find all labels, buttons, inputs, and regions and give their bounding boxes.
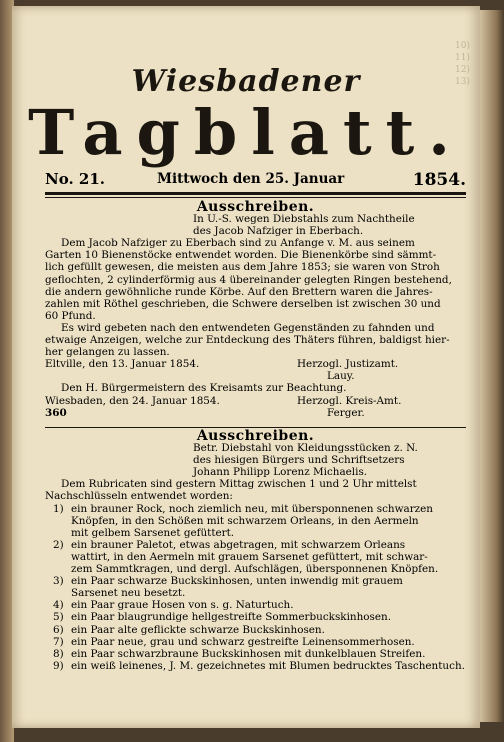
stolen-items-list [45,503,466,672]
list-item: 8) ein Paar schwarzbraune Buckskinhosen mit dunkelblauen Streifen. [53,647,426,660]
issue-date: Mittwoch den 25. Januar [157,171,345,187]
notice-number: 360 [45,406,67,419]
masthead-rule-thin [45,197,466,198]
issue-year: 1854. [412,170,466,190]
bleed-line: 12) [455,65,470,75]
list-item: 2) ein brauner Paletot, etwas abgetragen, mit schwarzem Orleans wattirt, in den Aermeln mit grauem Sarsenet gefüttert, mit schwar- zem Sammtkragen, und dergl. Aufschlägen, übersponnenen Knöpfen. [53,538,439,576]
notice-intro: Dem Rubricaten sind gestern Mittag zwischen 1 und 2 Uhr mittelst Nachschlüsseln entwendet worden: [45,478,417,503]
bleed-line: 11) [455,53,470,63]
notice-signature-2: 360 Ferger. [45,406,365,419]
notice-heading: Ausschreiben. [196,199,315,215]
list-item: 6) ein Paar alte geflickte schwarze Buckskinhosen. [53,623,325,636]
list-item: 3) ein Paar schwarze Buckskinhosen, unten inwendig mit grauem Sarsenet neu besetzt. [53,575,403,600]
notice-signature-row: Eltville, den 13. Januar 1854. Herzogl. Justizamt. [45,358,399,371]
masthead-title: Tagblatt. [28,96,464,169]
notice-body: Dem Jacob Nafziger zu Eberbach sind zu Anfange v. M. aus seinem Garten 10 Bienenstöcke entwendet worden. Die Bienenkörbe sind sämmt- lich gefüllt gewesen, die meisten aus dem Jahre 1853; sie waren von Stroh geflochten, 2 cylinderförmig aus 4 übereinander gelegten Ringen bestehend, die andern gewöhnliche runde Körbe. Auf den Brettern waren die Jahres- zahlen mit Röthel geschrieben, die Schwere derselben ist zwischen 30 und 60 Pfund. Es wird gebeten nach den entwendeten Gegenständen zu fahnden und etwaige Anzeigen, welche zur Entdeckung des Thäters führen, baldigst hier- her gelangen zu lassen. [45,237,452,359]
masthead-rule-thick [45,192,466,195]
notice-clothing-theft [45,430,466,672]
notice-forward: Den H. Bürgermeistern des Kreisamts zur Beachtung. [61,382,347,395]
list-item: 5) ein Paar blaugrundige hellgestreifte Sommerbuckskinhosen. [53,611,392,624]
notice-subject: In U.-S. wegen Diebstahls zum Nachtheile des Jacob Nafziger in Eberbach. [193,213,415,238]
bleed-line: 10) [455,41,470,51]
notice-signature-row-2: Wiesbaden, den 24. Januar 1854. Herzogl. Kreis-Amt. [45,394,402,407]
list-item: 1) ein brauner Rock, noch ziemlich neu, mit übersponnenen schwarzen Knöpfen, in den Schößen mit schwarzem Orleans, in den Aermeln mit gelbem Sarsenet gefüttert. [53,502,433,539]
list-item: 9) ein weiß leinenes, J. M. gezeichnetes mit Blumen bedrucktes Taschentuch. [53,659,465,672]
issue-number: No. 21. [45,170,105,188]
notice-heading: Ausschreiben. [196,428,315,444]
masthead-subtitle: Wiesbadener [131,64,361,99]
list-item: 4) ein Paar graue Hosen von s. g. Naturtuch. [53,599,294,612]
bleed-line: 13) [455,77,470,87]
dateline [45,170,466,192]
notice-signature: Lauy. [327,370,355,383]
list-item: 7) ein Paar neue, grau und schwarz gestreifte Leinensommerhosen. [53,635,415,648]
notice-subject: Betr. Diebstahl von Kleidungsstücken z. N. des hiesigen Bürgers und Schriftsetzers Johann Philipp Lorenz Michaelis. [193,442,418,479]
page-stack-edge [478,10,504,722]
notice-bee-theft [45,201,466,419]
